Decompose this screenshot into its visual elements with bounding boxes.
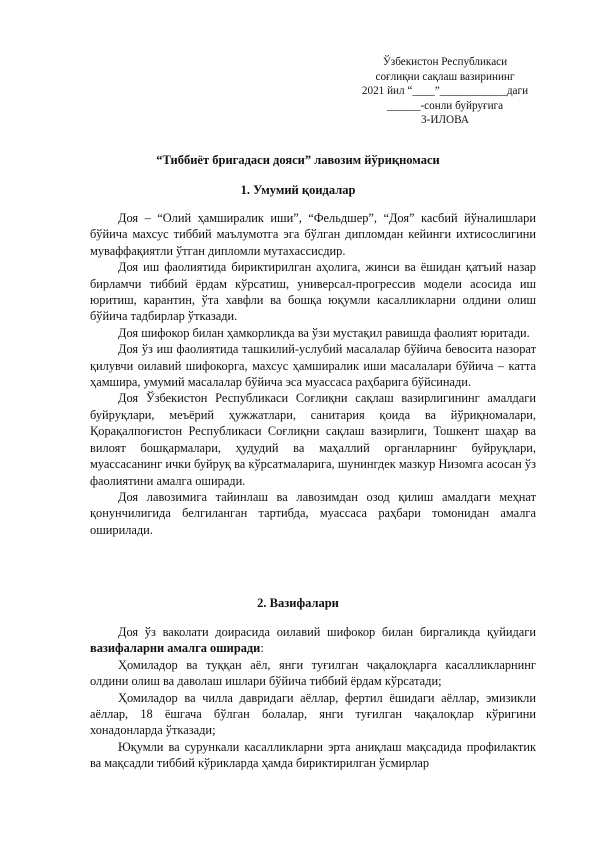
paragraph: Доя ўз иш фаолиятида ташкилий-услубий масалалар бўйича бевосита назорат қилувчи оилавий шифокорга, махсус ҳамширалик иши масалалари бўйича – катта ҳамшира, умумий масалалар бўйича эса муассаса раҳбарига бўйсинади. xyxy=(90,342,536,390)
paragraph: Доя иш фаолиятида бириктирилган аҳолига, жинси ва ёшидан қатъий назар бирламчи тиббий ёрдам кўрсатиш, универсал-прогрессив модели асосида иш юритиш, карантин, ўта хавфли ва бошқа юқумли касалликларни олдини олиш бўйича тадбирлар ўтказади. xyxy=(90,260,536,324)
section-2-heading: 2. Вазифалари xyxy=(257,596,339,610)
section-1-body xyxy=(90,210,536,538)
paragraph: Доя лавозимига тайинлаш ва лавозимдан озод қилиш амалдаги меҳнат қонунчилигида белгиланган тартибда, муассаса раҳбари томонидан амалга оширилади. xyxy=(90,489,536,537)
approval-header xyxy=(340,55,550,128)
paragraph: Доя – “Олий ҳамширалик иши”, “Фельдшер”, “Доя” касбий йўналишлари бўйича махсус тиббий маълумотга эга бўлган дипломдан кейинги ихтисослигини муваффақиятли ўтган дипломли мутахассисдир. xyxy=(90,211,536,258)
header-line-3: 2021 йил “____”____________даги xyxy=(361,85,529,98)
intro-end: : xyxy=(260,641,264,656)
paragraph: Ҳомиладор ва туққан аёл, янги туғилган чақалоқларга касалликларнинг олдини олиш ва даволаш ишлари бўйича тиббий ёрдам кўрсатади; xyxy=(90,657,536,689)
header-line-1: Ўзбекистон Республикаси xyxy=(382,56,508,68)
paragraph: Ҳомиладор ва чилла давридаги аёллар, фертил ёшидаги аёллар, эмизикли аёллар, 18 ёшгача бўлган болалар, янги туғилган чақалоқлар кўригини хонадонларда ўтказади; xyxy=(90,690,536,738)
header-line-4: ______-сонли буйруғига xyxy=(386,99,504,112)
section-1-heading: 1. Умумий қоидалар xyxy=(240,183,356,197)
intro-bold-text: вазифаларни амалга оширади xyxy=(90,641,261,656)
document-title: “Тиббиёт бригадаси дояси” лавозим йўриқномаси xyxy=(156,153,440,167)
paragraph: Доя Ўзбекистон Республикаси Соғлиқни сақлаш вазирлигининг амалдаги буйруқлари, меъёрий ҳужжатлари, санитария қоида ва йўриқномалари, Қорақалпоғистон Республикаси Соғлиқни сақлаш вазирлиги, Тошкент шаҳар ва вилоят бошқармалари, ҳудудий ва маҳаллий органларнинг буйруқлари, муассасанинг ички буйруқ ва кўрсатмаларига, шунингдек мазкур Низомга асосан ўз фаолиятини амалга оширади. xyxy=(90,391,536,488)
section-2-body xyxy=(90,624,536,772)
paragraph: Доя шифокор билан ҳамкорликда ва ўзи мустақил равишда фаолият юритади. xyxy=(118,325,530,340)
paragraph: Юқумли ва сурункали касалликларни эрта аниқлаш мақсадида профилактик ва мақсадли тиббий кўрикларда ҳамда бириктирилган ўсмирлар xyxy=(90,739,536,771)
header-line-2: соғлиқни сақлаш вазирининг xyxy=(375,70,515,83)
paragraph-intro xyxy=(90,624,536,657)
intro-text: Доя ўз ваколати доирасида оилавий шифокор билан биргаликда қуйидаги xyxy=(118,625,536,639)
header-line-5: 3-ИЛОВА xyxy=(421,114,469,127)
